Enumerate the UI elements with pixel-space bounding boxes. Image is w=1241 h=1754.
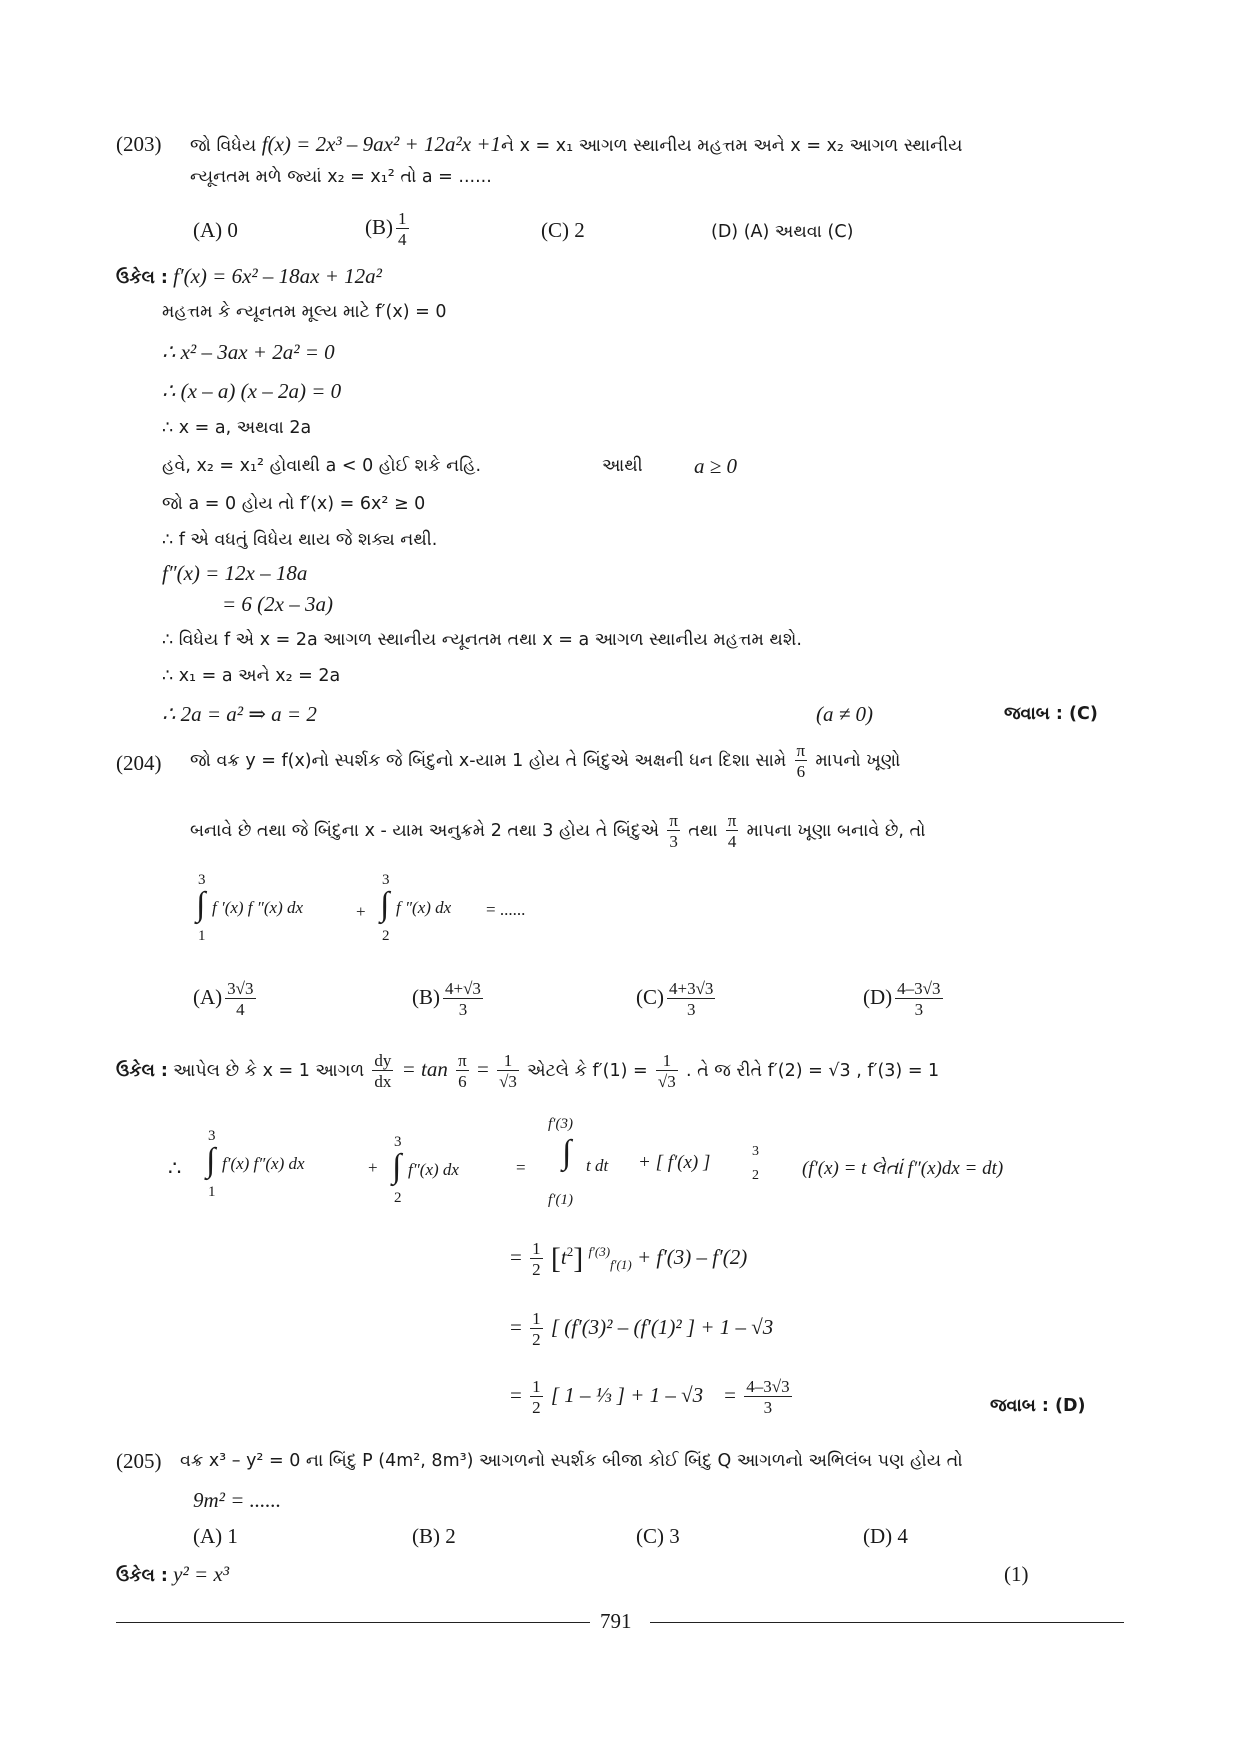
q203-step-10: = 6 (2x – 3a) — [222, 592, 333, 616]
q203-step-9: f″(x) = 12x – 18a — [162, 561, 308, 585]
q204-solution-equation3: = $\frac{1}{2}$ [ (f′(3)² – (f′(1)² ] + 1 – √3 — [510, 1309, 774, 1349]
q203-solution: ઉકેલ : f′(x) = 6x² – 18ax + 12a² — [116, 264, 382, 288]
q204-solution-equation2: = $\frac{1}{2}$ $[t^2] ^{f'(3)}_{f'(1)} + f'(3) - f'(2)$ — [510, 1239, 748, 1279]
q205-question-line2: 9m² = ...... — [193, 1488, 282, 1512]
q205-solution: ઉકેલ : y² = x³ — [116, 1562, 230, 1586]
q205-equation-number: (1) — [1004, 1562, 1029, 1586]
q203-step-8: ∴ f એ વધતું વિધેય થાય જે શક્ય નથી. — [162, 530, 438, 550]
q203-number: (203) — [116, 132, 162, 156]
q203-option-b: (B) $\frac{1}{4}$ — [365, 209, 407, 249]
q204-question-line2: બનાવે છે તથા જે બિંદુના x - યામ અનુક્રમે 2 તથા 3 હોય તે બિંદુએ $\frac{\pi}{3}$ તથા $\frac{\pi}{4}$ માપના ખૂણા બનાવે છે, તો — [190, 811, 926, 851]
q203-option-c: (C) 2 — [541, 218, 585, 242]
q204-solution-equation1: ∴ 3 ∫ 1 f′(x) f″(x) dx + 3 ∫ 2 f″(x) dx = f′(3) ∫ f′(1) t dt + [ f′(x) ] 3 2 (f′(x) = t લેતાં f″(x)dx = dt) — [168, 1116, 1004, 1208]
q204-answer: જવાબ : (D) — [990, 1396, 1086, 1416]
q205-option-d: (D) 4 — [863, 1524, 908, 1548]
footer-rule-right — [650, 1622, 1124, 1623]
q203-step-13: ∴ 2a = a² ⇒ a = 2 — [162, 702, 317, 726]
q203-step-6-therefore: આથી — [602, 456, 643, 476]
q204-question-line1: જો વક્ર y = f(x)નો સ્પર્શક જે બિંદુનો x-યામ 1 હોય તે બિંદુએ અક્ષની ધન દિશા સામે $\frac{\pi}{6}$ માપનો ખૂણો — [190, 741, 901, 781]
q203-step-3: ∴ x² – 3ax + 2a² = 0 — [162, 340, 335, 364]
q204-option-a: (A) $\frac{3√3}{4}$ — [193, 979, 254, 1019]
q205-question-line1: વક્ર x³ – y² = 0 ના બિંદુ P (4m², 8m³) આગળનો સ્પર્શક બીજા કોઈ બિંદુ Q આગળનો અભિલંબ પણ હોય તો — [180, 1451, 963, 1471]
q204-integral-expression: 3 ∫ 1 f ′(x) f ″(x) dx + 3 ∫ 2 f ″(x) dx = ...... — [196, 872, 526, 944]
q203-step-6-result: a ≥ 0 — [694, 454, 738, 478]
q203-step-7: જો a = 0 હોય તો f′(x) = 6x² ≥ 0 — [162, 494, 426, 514]
q203-step-6: હવે, x₂ = x₁² હોવાથી a < 0 હોઈ શકે નહિ. — [162, 456, 482, 476]
q203-step-2: મહત્તમ કે ન્યૂનતમ મૂલ્ય માટે f′(x) = 0 — [162, 302, 447, 322]
q203-step-4: ∴ (x – a) (x – 2a) = 0 — [162, 379, 342, 403]
q203-step-5: ∴ x = a, અથવા 2a — [162, 418, 312, 438]
q205-option-c: (C) 3 — [636, 1524, 680, 1548]
q204-solution-equation4: = $\frac{1}{2}$ [ 1 – ⅓ ] + 1 – √3 = $\frac{4-3√3}{3}$ — [510, 1377, 790, 1417]
q203-condition: (a ≠ 0) — [816, 702, 874, 726]
q203-step-12: ∴ x₁ = a અને x₂ = 2a — [162, 666, 341, 686]
q204-number: (204) — [116, 751, 162, 775]
q205-number: (205) — [116, 1449, 162, 1473]
footer-rule-left — [116, 1622, 590, 1623]
q205-option-b: (B) 2 — [412, 1524, 456, 1548]
q204-option-b: (B) $\frac{4+√3}{3}$ — [412, 979, 481, 1019]
q203-step-11: ∴ વિધેય f એ x = 2a આગળ સ્થાનીય ન્યૂનતમ તથા x = a આગળ સ્થાનીય મહત્તમ થશે. — [162, 630, 802, 650]
q203-option-d: (D) (A) અથવા (C) — [711, 222, 854, 242]
q204-option-d: (D) $\frac{4-3√3}{3}$ — [863, 979, 941, 1019]
q204-solution-line1: ઉકેલ : આપેલ છે કે x = 1 આગળ $\frac{dy}{dx}$ = tan $\frac{\pi}{6}$ = $\frac{1}{√3}$ એટલે કે f′(1) = $\frac{1}{√3}$ . તે જ રીતે f′(2) = √3 , f′(3) = 1 — [116, 1051, 940, 1091]
q203-option-a: (A) 0 — [193, 218, 238, 242]
q205-option-a: (A) 1 — [193, 1524, 238, 1548]
page-number: 791 — [600, 1609, 632, 1633]
q203-question-line1: જો વિધેય f(x) = 2x³ – 9ax² + 12a²x +1ને x = x₁ આગળ સ્થાનીય મહત્તમ અને x = x₂ આગળ સ્થાનીય — [190, 132, 963, 156]
q203-question-line2: ન્યૂનતમ મળે જ્યાં x₂ = x₁² તો a = ...... — [190, 167, 492, 187]
q203-answer: જવાબ : (C) — [1004, 704, 1098, 724]
q204-option-c: (C) $\frac{4+3√3}{3}$ — [636, 979, 714, 1019]
